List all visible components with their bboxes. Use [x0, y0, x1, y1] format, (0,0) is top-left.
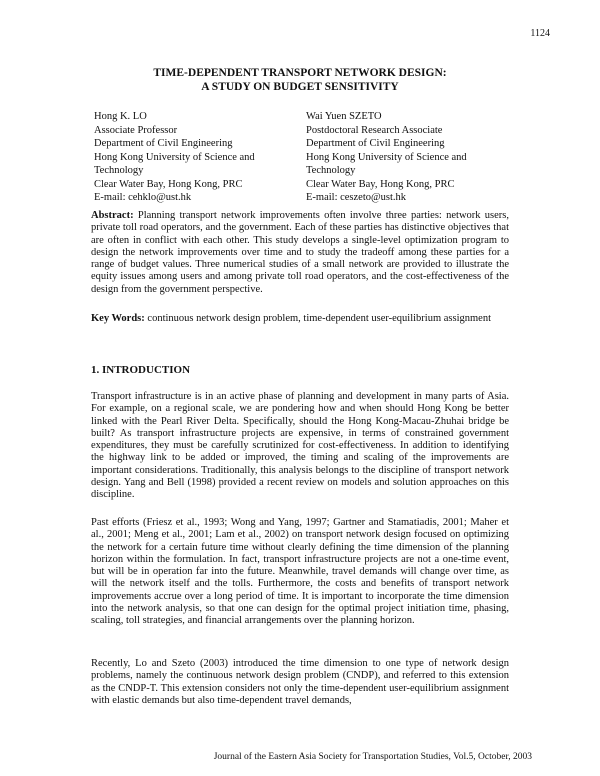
title-line-1: TIME-DEPENDENT TRANSPORT NETWORK DESIGN: [153, 67, 447, 79]
keywords-text: continuous network design problem, time-dependent user-equilibrium assignment [147, 313, 491, 324]
author-block-lo [94, 110, 255, 205]
journal-footer: Journal of the Eastern Asia Society for Transportation Studies, Vol.5, October, 2003 [213, 752, 532, 762]
section-heading: 1. INTRODUCTION [91, 364, 191, 376]
author-address: Clear Water Bay, Hong Kong, PRC [306, 178, 455, 190]
author-position: Associate Professor [94, 124, 178, 136]
keywords-label: Key Words: [91, 313, 145, 324]
intro-paragraph-1: Transport infrastructure is in an active phase of planning and development in many parts of Asia. For example, on a regional scale, we are pondering how and when should Hong Kong be better linked with the Pearl River Delta. Specifically, should the Hong Kong-Macau-Zhuhai bridge be built? As transport infrastructure projects are expensive, in terms of constrained government expenditures, they must be carefully scrutinized for cost-effectiveness. In addition to identifying the highway link to be added or improved, the timing and scaling of the improvements are important considerations. Traditionally, this analysis belongs to the discipline of transport network design. Yang and Bell (1998) provided a recent review on models and solution approaches on this discipline. [91, 391, 509, 501]
author-name: Wai Yuen SZETO [306, 111, 382, 122]
title-line-2: A STUDY ON BUDGET SENSITIVITY [201, 81, 399, 93]
author-name: Hong K. LO [94, 111, 147, 122]
keywords [91, 313, 509, 325]
page-number: 1124 [530, 28, 550, 39]
author-position: Postdoctoral Research Associate [306, 124, 443, 136]
abstract-text: Planning transport network improvements often involve three parties: network users, private toll road operators, and the government. Each of these parties has distinctive objectives that are often in conflict with each other. This study develops a single-level optimization program to design the network improvements over time and to study the tradeoff among these parties for a range of budget values. Three numerical studies of a small network are provided to illustrate the equity issues among users and among private toll road operators, and the cost-effectiveness of the design from the government perspective. [91, 210, 510, 295]
author-address: Clear Water Bay, Hong Kong, PRC [94, 178, 243, 190]
abstract [91, 210, 509, 296]
author-block-szeto [306, 110, 467, 205]
author-university: Hong Kong University of Science and [94, 151, 255, 163]
author-email: E-mail: cehklo@ust.hk [94, 192, 192, 203]
paper-title [0, 66, 600, 94]
intro-paragraph-2: Past efforts (Friesz et al., 1993; Wong and Yang, 1997; Gartner and Stamatiadis, 2001; Maher et al., 2001; Meng et al., 2001; Lam et al., 2002) on transport network design focused on optimizing the network for a certain future time without clearly defining the time dimension of the planning horizon within the formulation. In fact, transport infrastructure projects are not a one-time event, but will be in operation far into the future. Meanwhile, travel demands will change over time, as will the network itself and the tolls. Furthermore, the costs and benefits of transport network improvements accrue over a long period of time. It is important to incorporate the time dimension into the network analysis, so that one can design for the optimal project initiation time, phasing, scaling, toll strategies, and financial arrangements over the planning horizon. [91, 517, 509, 627]
author-university-cont: Technology [94, 165, 144, 176]
abstract-label: Abstract: [91, 210, 134, 221]
author-email: E-mail: ceszeto@ust.hk [306, 192, 407, 203]
author-department: Department of Civil Engineering [306, 138, 445, 149]
author-department: Department of Civil Engineering [94, 138, 233, 149]
intro-paragraph-3: Recently, Lo and Szeto (2003) introduced the time dimension to one type of network design problems, namely the continuous network design problem (CNDP), and referred to this extension as the CNDP-T. This extension considers not only the time-dependent user-equilibrium assignment with elastic demands but also time-dependent travel demands, [91, 658, 509, 706]
author-university-cont: Technology [306, 165, 356, 176]
author-university: Hong Kong University of Science and [306, 151, 467, 163]
